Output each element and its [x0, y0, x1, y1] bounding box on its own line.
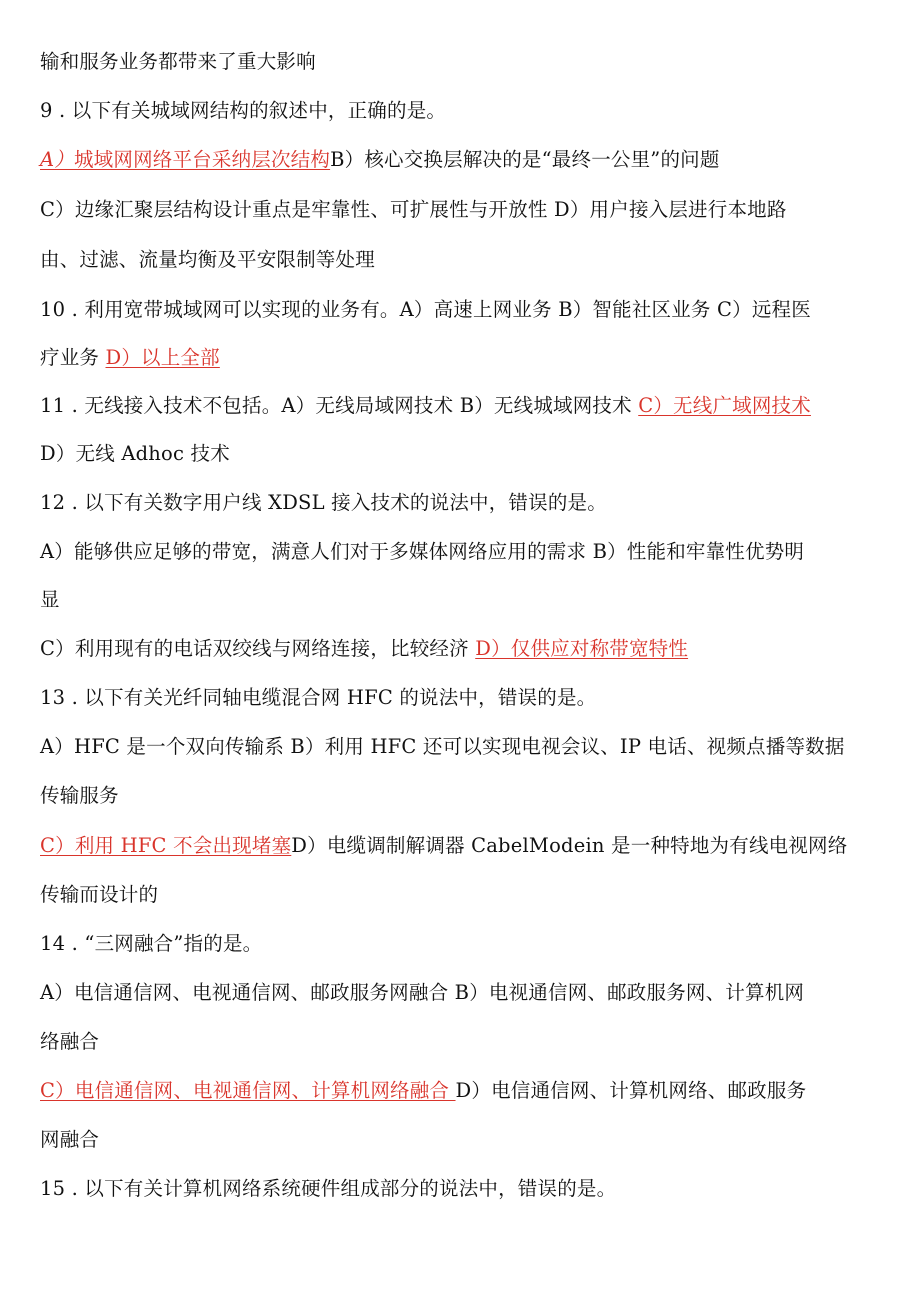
line-text: D）无线 Adhoc 技术	[40, 442, 230, 465]
text-line-21	[40, 1028, 99, 1056]
line-text: 传输而设计的	[40, 883, 159, 906]
line-text: 9 . 以下有关城域网结构的叙述中，正确的是。	[40, 99, 447, 122]
line-text: C）边缘汇聚层结构设计重点是牢靠性、可扩展性与开放性 D）用户接入层进行本地路	[40, 198, 787, 221]
line-text: 11 . 无线接入技术不包括。A）无线局域网技术 B）无线城域网技术	[40, 394, 639, 417]
question-11-option-d	[40, 440, 230, 468]
question-15	[40, 1175, 616, 1203]
text-line-5	[40, 246, 375, 274]
answer-highlight: D）以上全部	[105, 346, 220, 369]
question-10-continued	[40, 344, 220, 372]
question-13-options-c-d	[40, 832, 847, 860]
answer-highlight: D）仅供应对称带宽特性	[475, 637, 689, 660]
line-text: 13 . 以下有关光纤同轴电缆混合网 HFC 的说法中，错误的是。	[40, 686, 597, 709]
answer-highlight: A）	[40, 148, 74, 171]
text-line-18	[40, 881, 158, 909]
line-text: 由、过滤、流量均衡及平安限制等处理	[40, 248, 375, 271]
question-12-options-a-b	[40, 538, 804, 566]
line-text: 网融合	[40, 1128, 100, 1151]
text-line-1	[40, 48, 316, 76]
question-14	[40, 930, 262, 958]
line-text: 10 . 利用宽带城域网可以实现的业务有。A）高速上网业务 B）智能社区业务 C）远程医	[40, 298, 811, 321]
line-text: 14 . “三网融合”指的是。	[40, 932, 263, 955]
text-line-12	[40, 586, 60, 614]
answer-highlight: C）利用 HFC 不会出现堵塞	[40, 834, 292, 857]
question-14-options-a-b	[40, 979, 804, 1007]
question-9-options-c-d	[40, 196, 787, 224]
line-text: 15 . 以下有关计算机网络系统硬件组成部分的说法中，错误的是。	[40, 1177, 617, 1200]
question-13	[40, 684, 596, 712]
line-text: 12 . 以下有关数字用户线 XDSL 接入技术的说法中，错误的是。	[40, 491, 607, 514]
line-text: A）电信通信网、电视通信网、邮政服务网融合 B）电视通信网、邮政服务网、计算机网	[40, 981, 805, 1004]
line-text: C）利用现有的电话双绞线与网络连接，比较经济	[40, 637, 476, 660]
question-9	[40, 97, 446, 125]
question-12	[40, 489, 607, 517]
question-10	[40, 296, 811, 324]
question-11	[40, 392, 811, 420]
answer-highlight: C）无线广域网技术	[638, 394, 811, 417]
line-text: 络融合	[40, 1030, 100, 1053]
text-line-23	[40, 1126, 99, 1154]
line-text: 传输服务	[40, 784, 119, 807]
line-text: A）HFC 是一个双向传输系 B）利用 HFC 还可以实现电视会议、IP 电话、视频点播等数据	[40, 735, 845, 758]
line-text: B）核心交换层解决的是“最终一公里”的问题	[330, 148, 720, 171]
line-text: D）电信通信网、计算机网络、邮政服务	[455, 1079, 807, 1102]
answer-highlight: 城域网网络平台采纳层次结构	[73, 148, 331, 171]
question-9-options-a-b	[40, 146, 720, 174]
line-text: A）能够供应足够的带宽，满意人们对于多媒体网络应用的需求 B）性能和牢靠性优势明	[40, 540, 805, 563]
line-text: 疗业务	[40, 346, 106, 369]
question-12-options-c-d	[40, 635, 688, 663]
line-text: D）电缆调制解调器 CabelModein 是一种特地为有线电视网络	[291, 834, 848, 857]
line-text: 输和服务业务都带来了重大影响	[40, 50, 316, 73]
text-line-16	[40, 782, 119, 810]
question-13-options-a-b	[40, 733, 845, 761]
answer-highlight: C）电信通信网、电视通信网、计算机网络融合	[40, 1079, 456, 1102]
line-text: 显	[40, 588, 60, 611]
question-14-options-c-d	[40, 1077, 806, 1105]
